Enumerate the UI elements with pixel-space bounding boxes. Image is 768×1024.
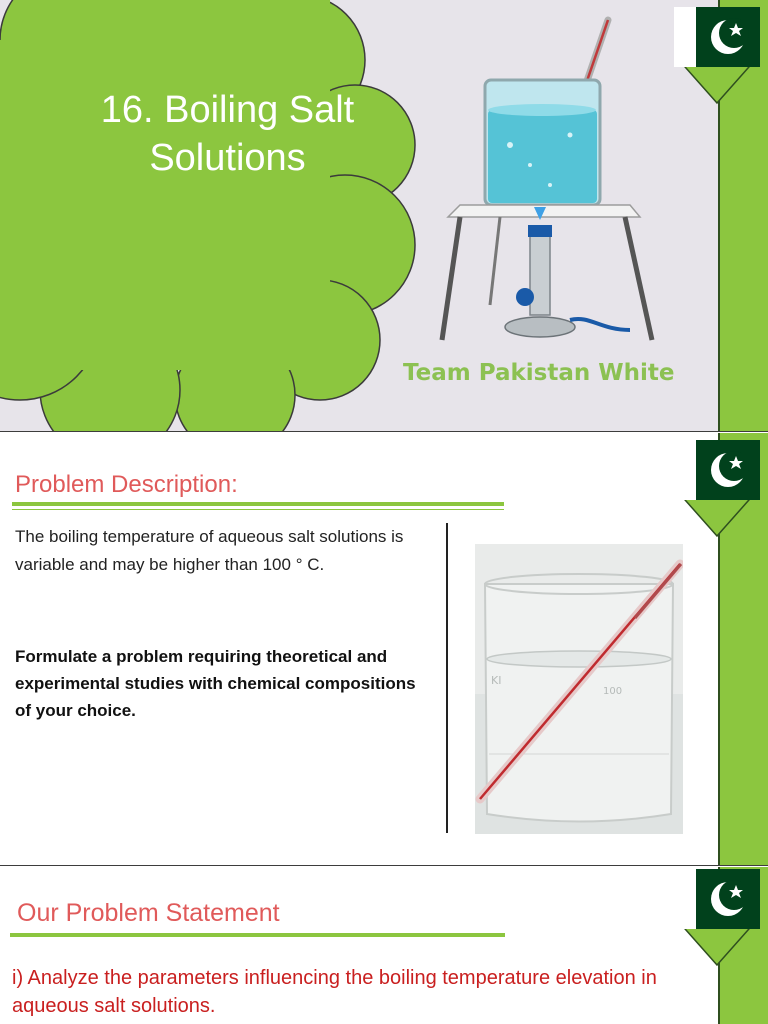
- heading-underline: [12, 502, 504, 506]
- green-cloud-shape: [0, 0, 440, 432]
- problem-paragraph: The boiling temperature of aqueous salt solutions is variable and may be higher than 100 ° C.: [15, 527, 404, 574]
- problem-task: Formulate a problem requiring theoretical and experimental studies with chemical compositions of your choice.: [15, 647, 416, 720]
- problem-statement-slide: [0, 867, 768, 1024]
- problem-statement-text: i) Analyze the parameters influencing the boiling temperature elevation in aqueous salt solutions.: [12, 967, 657, 1017]
- slide-title: 16. Boiling Salt Solutions: [100, 89, 355, 179]
- beaker-burner-illustration: [430, 15, 670, 345]
- pakistan-flag-icon: [672, 867, 762, 967]
- section-heading: Problem Description:: [15, 471, 238, 498]
- pakistan-flag-icon: [672, 438, 762, 538]
- title-slide: [0, 0, 768, 432]
- vertical-divider: [446, 523, 448, 833]
- section-heading: Our Problem Statement: [17, 899, 280, 927]
- pakistan-flag-icon: [672, 5, 762, 105]
- beaker-label-ki: KI: [491, 674, 502, 687]
- heading-underline-thin: [12, 509, 504, 510]
- team-name: Team Pakistan White: [403, 360, 675, 386]
- heading-underline: [10, 933, 505, 937]
- problem-description-slide: [0, 433, 768, 866]
- beaker-thermometer-photo: [475, 544, 683, 834]
- beaker-label-100: 100: [603, 686, 623, 697]
